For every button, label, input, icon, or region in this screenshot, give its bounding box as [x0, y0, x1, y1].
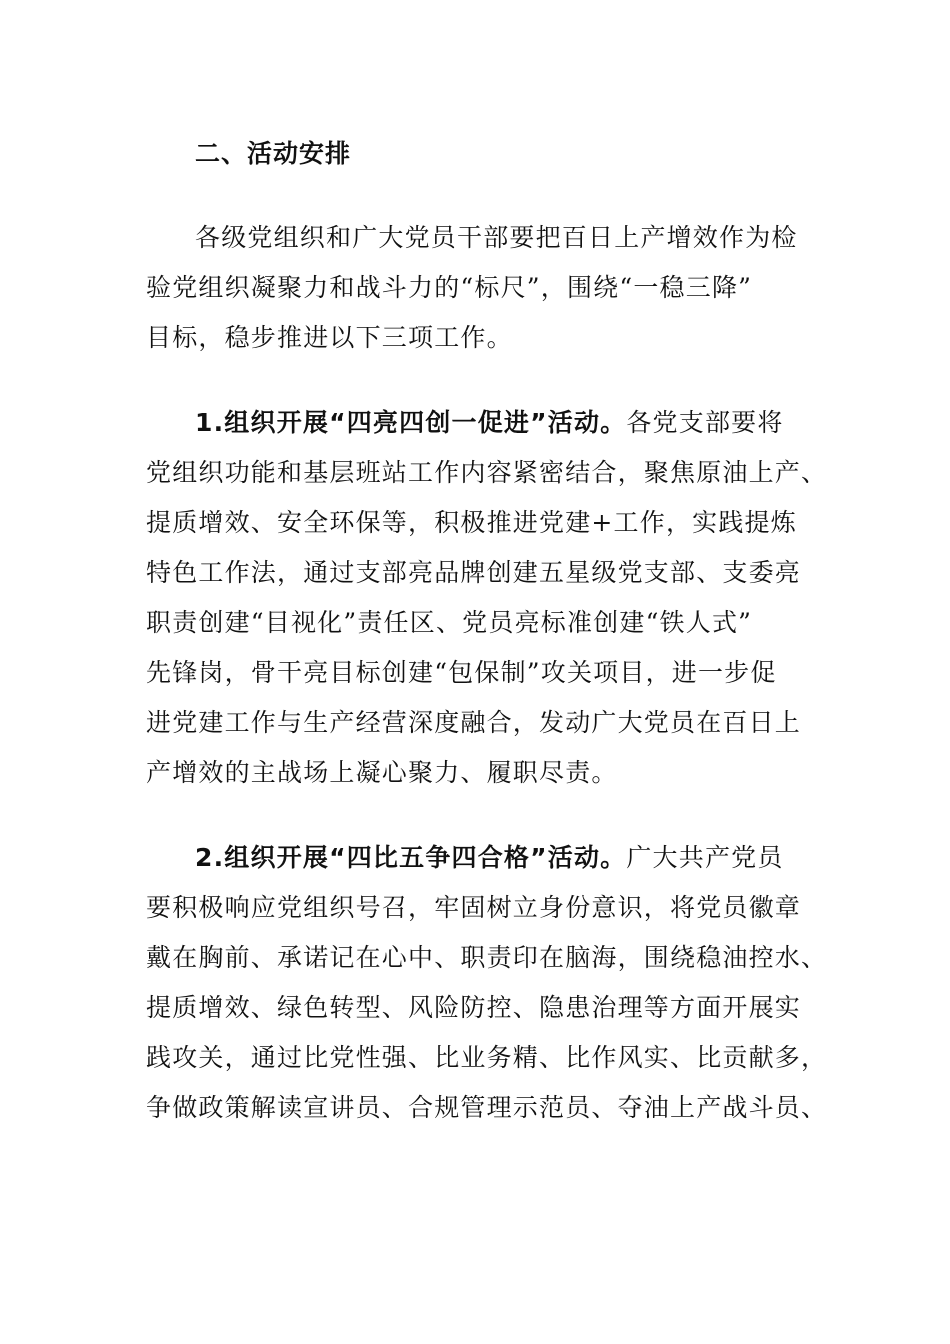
paragraph-line: 产增效的主战场上凝心聚力、履职尽责。 — [146, 758, 618, 787]
item-1-lead: 1.组织开展“四亮四创一促进”活动。 — [195, 408, 627, 437]
paragraph-line: 进党建工作与生产经营深度融合，发动广大党员在百日上 — [146, 708, 802, 737]
item-2-paragraph — [146, 833, 828, 1133]
item-1-paragraph — [146, 398, 828, 798]
item-2-lead: 2.组织开展“四比五争四合格”活动。 — [195, 843, 627, 872]
paragraph-line: 各级党组织和广大党员干部要把百日上产增效作为检 — [195, 223, 798, 252]
item-1-first-line-rest: 各党支部要将 — [626, 408, 784, 437]
paragraph-line: 先锋岗，骨干亮目标创建“包保制”攻关项目，进一步促 — [146, 658, 777, 687]
paragraph-first-line — [146, 833, 806, 883]
paragraph-line: 党组织功能和基层班站工作内容紧密结合，聚焦原油上产、 — [146, 458, 828, 487]
paragraph-line: 目标，稳步推进以下三项工作。 — [146, 323, 513, 352]
paragraph-line: 争做政策解读宣讲员、合规管理示范员、夺油上产战斗员、 — [146, 1093, 828, 1122]
intro-paragraph — [146, 213, 806, 363]
paragraph-line: 践攻关，通过比党性强、比业务精、比作风实、比贡献多， — [146, 1043, 828, 1072]
paragraph-line: 要积极响应党组织号召，牢固树立身份意识，将党员徽章 — [146, 893, 802, 922]
section-heading: 二、活动安排 — [195, 139, 352, 168]
paragraph-line: 验党组织凝聚力和战斗力的“标尺”，围绕“一稳三降” — [146, 273, 753, 302]
item-2-first-line-rest: 广大共产党员 — [626, 843, 784, 872]
paragraph-line: 提质增效、安全环保等，积极推进党建+工作，实践提炼 — [146, 508, 797, 537]
paragraph-line: 提质增效、绿色转型、风险防控、隐患治理等方面开展实 — [146, 993, 802, 1022]
paragraph-line: 特色工作法，通过支部亮品牌创建五星级党支部、支委亮 — [146, 558, 802, 587]
paragraph-line: 戴在胸前、承诺记在心中、职责印在脑海，围绕稳油控水、 — [146, 943, 828, 972]
paragraph-line: 职责创建“目视化”责任区、党员亮标准创建“铁人式” — [146, 608, 753, 637]
paragraph-first-line — [146, 398, 806, 448]
